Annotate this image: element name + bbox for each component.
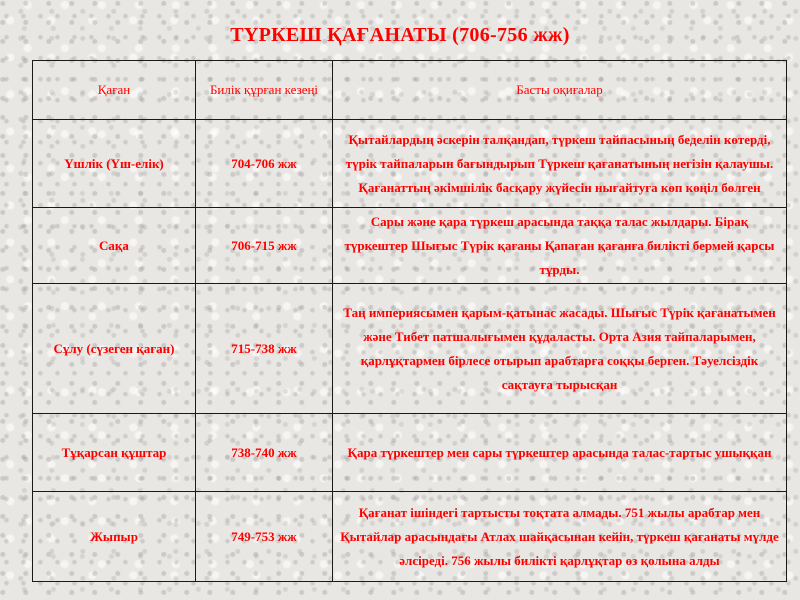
cell-period: 738-740 жж [196, 414, 333, 492]
table-row [33, 208, 787, 284]
page-title: ТҮРКЕШ ҚАҒАНАТЫ (706-756 жж) [230, 24, 570, 46]
cell-events: Қара түркештер мен сары түркештер арасында талас-тартыс ушыққан [333, 414, 787, 492]
cell-events: Таң империясымен қарым-қатынас жасады. Шығыс Түрік қағанатымен және Тибет патшалығымен құдаласты. Орта Азия тайпаларымен, қарлұқтармен бірлесе отырып арабтарға соққы берген. Тәуелсіздік сақтауға тырысқан [333, 284, 787, 414]
cell-period: 704-706 жж [196, 120, 333, 208]
khagans-table [32, 60, 787, 582]
cell-events: Қағанат ішіндегі тартысты тоқтата алмады. 751 жылы арабтар мен Қытайлар арасындағы Атлах шайқасынан кейін, түркеш қағанаты мүлде әлсіреді. 756 жылы билікті қарлұқтар өз қолына алды [333, 492, 787, 582]
cell-events: Қытайлардың әскерін талқандап, түркеш тайпасының беделін көтерді, түрік тайпаларын бағындырып Түркеш қағанатының негізін қалаушы. Қағанаттың әкімшілік басқару жүйесін нығайтуға көп көңіл бөлген [333, 120, 787, 208]
table-row [33, 492, 787, 582]
table-row [33, 284, 787, 414]
cell-khagan: Сақа [33, 208, 196, 284]
header-period: Билік құрған кезеңі [196, 61, 333, 120]
cell-period: 706-715 жж [196, 208, 333, 284]
cell-khagan: Үшлік (Үш-елік) [33, 120, 196, 208]
cell-period: 749-753 жж [196, 492, 333, 582]
table-row [33, 414, 787, 492]
table-row [33, 120, 787, 208]
header-events: Басты оқиғалар [333, 61, 787, 120]
cell-events: Сары және қара түркеш арасында таққа талас жылдары. Бірақ түркештер Шығыс Түрік қағаны Қапаған қағанға билікті бермей қарсы тұрды. [333, 208, 787, 284]
cell-period: 715-738 жж [196, 284, 333, 414]
header-khagan: Қаған [33, 61, 196, 120]
cell-khagan: Сұлу (сүзеген қаған) [33, 284, 196, 414]
cell-khagan: Тұқарсан құштар [33, 414, 196, 492]
table-header-row [33, 61, 787, 120]
cell-khagan: Жыпыр [33, 492, 196, 582]
